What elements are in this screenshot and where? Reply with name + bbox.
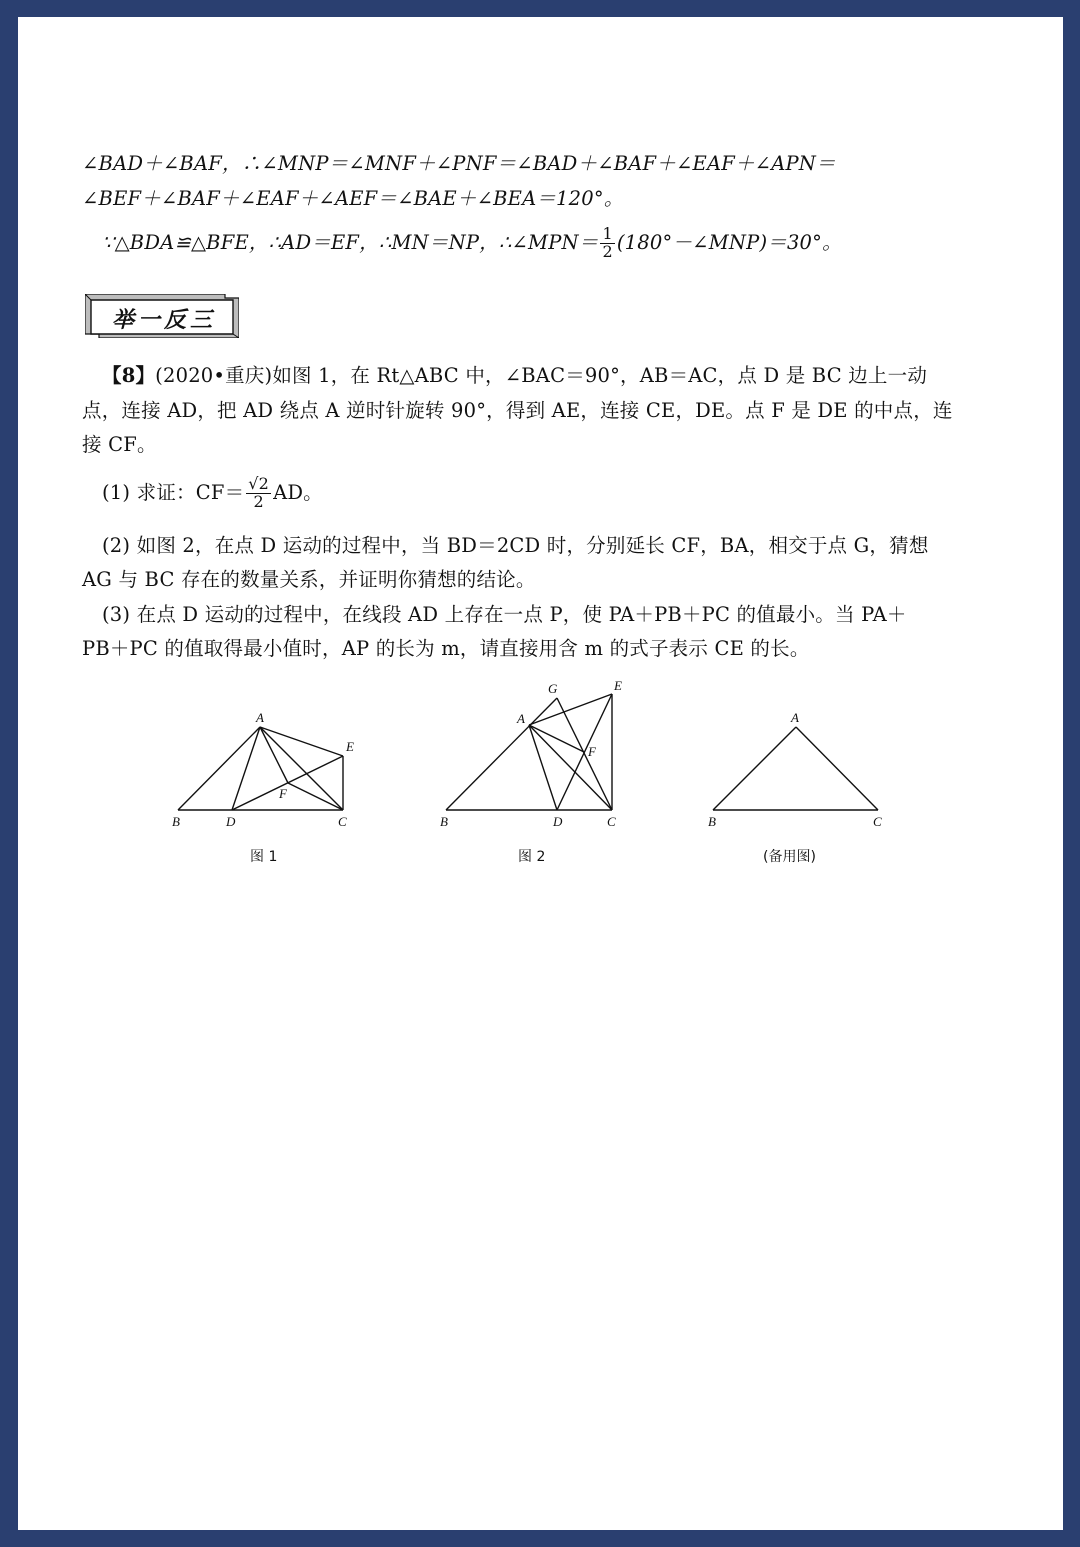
fig2-label-e: E	[614, 678, 622, 693]
fig1-label-e: E	[346, 739, 354, 754]
figure-3-caption: (备用图)	[763, 849, 816, 865]
fig1-label-f: F	[279, 786, 287, 801]
question-3-line-1: (3) 在点 D 运动的过程中，在线段 AD 上存在一点 P，使 PA＋PB＋PC 的值最小。当 PA＋	[102, 603, 907, 626]
question-3-line-2: PB＋PC 的值取得最小值时，AP 的长为 m，请直接用含 m 的式子表示 CE 的长。	[82, 637, 810, 660]
fig2-label-c: C	[607, 814, 616, 829]
solution-line-2: ∠BEF＋∠BAF＋∠EAF＋∠AEF＝∠BAE＋∠BEA＝120°。	[82, 187, 624, 210]
fig3-label-b: B	[708, 814, 716, 829]
question-1-end: AD。	[273, 480, 323, 504]
fraction-numerator: 1	[602, 224, 613, 243]
fig1-label-b: B	[172, 814, 180, 829]
fig2-label-d: D	[553, 814, 563, 829]
fig2-label-a: A	[517, 711, 525, 726]
figure-3	[713, 727, 878, 810]
fig3-label-c: C	[873, 814, 882, 829]
fraction-denominator: 2	[253, 491, 264, 511]
figure-2-caption: 图 2	[518, 849, 546, 865]
fraction-denominator: 2	[602, 241, 613, 261]
question-2-line-1: (2) 如图 2，在点 D 运动的过程中，当 BD＝2CD 时，分别延长 CF，BA，相交于点 G，猜想	[102, 534, 929, 557]
fig1-label-d: D	[226, 814, 236, 829]
solution-line-3-start: ∵△BDA≌△BFE，∴AD＝EF，∴MN＝NP，∴∠MPN＝	[102, 230, 599, 254]
fig3-label-a: A	[791, 710, 799, 725]
figure-1	[178, 727, 343, 810]
problem-line-1-text: (2020•重庆)如图 1，在 Rt△ABC 中，∠BAC＝90°，AB＝AC，点 D 是 BC 边上一动	[155, 364, 928, 387]
question-1-start: (1) 求证：CF＝	[102, 480, 245, 504]
solution-line-1: ∠BAD＋∠BAF，∴∠MNP＝∠MNF＋∠PNF＝∠BAD＋∠BAF＋∠EAF＋∠APN＝	[82, 152, 836, 175]
figure-1-caption: 图 1	[250, 849, 278, 865]
fig2-label-f: F	[588, 744, 596, 759]
fig1-label-a: A	[256, 710, 264, 725]
fig1-label-c: C	[338, 814, 347, 829]
solution-line-3-end: (180°－∠MNP)＝30°。	[616, 230, 842, 254]
fraction-numerator: √2	[248, 474, 270, 493]
question-2-line-2: AG 与 BC 存在的数量关系，并证明你猜想的结论。	[82, 568, 536, 591]
problem-line-2: 点，连接 AD，把 AD 绕点 A 逆时针旋转 90°，得到 AE，连接 CE，DE。点 F 是 DE 的中点，连	[82, 399, 953, 422]
problem-label: 【8】	[102, 364, 156, 387]
section-heading: 举一反三	[112, 308, 217, 333]
problem-line-3: 接 CF。	[82, 433, 157, 456]
fig2-label-b: B	[440, 814, 448, 829]
fig2-label-g: G	[548, 681, 558, 696]
